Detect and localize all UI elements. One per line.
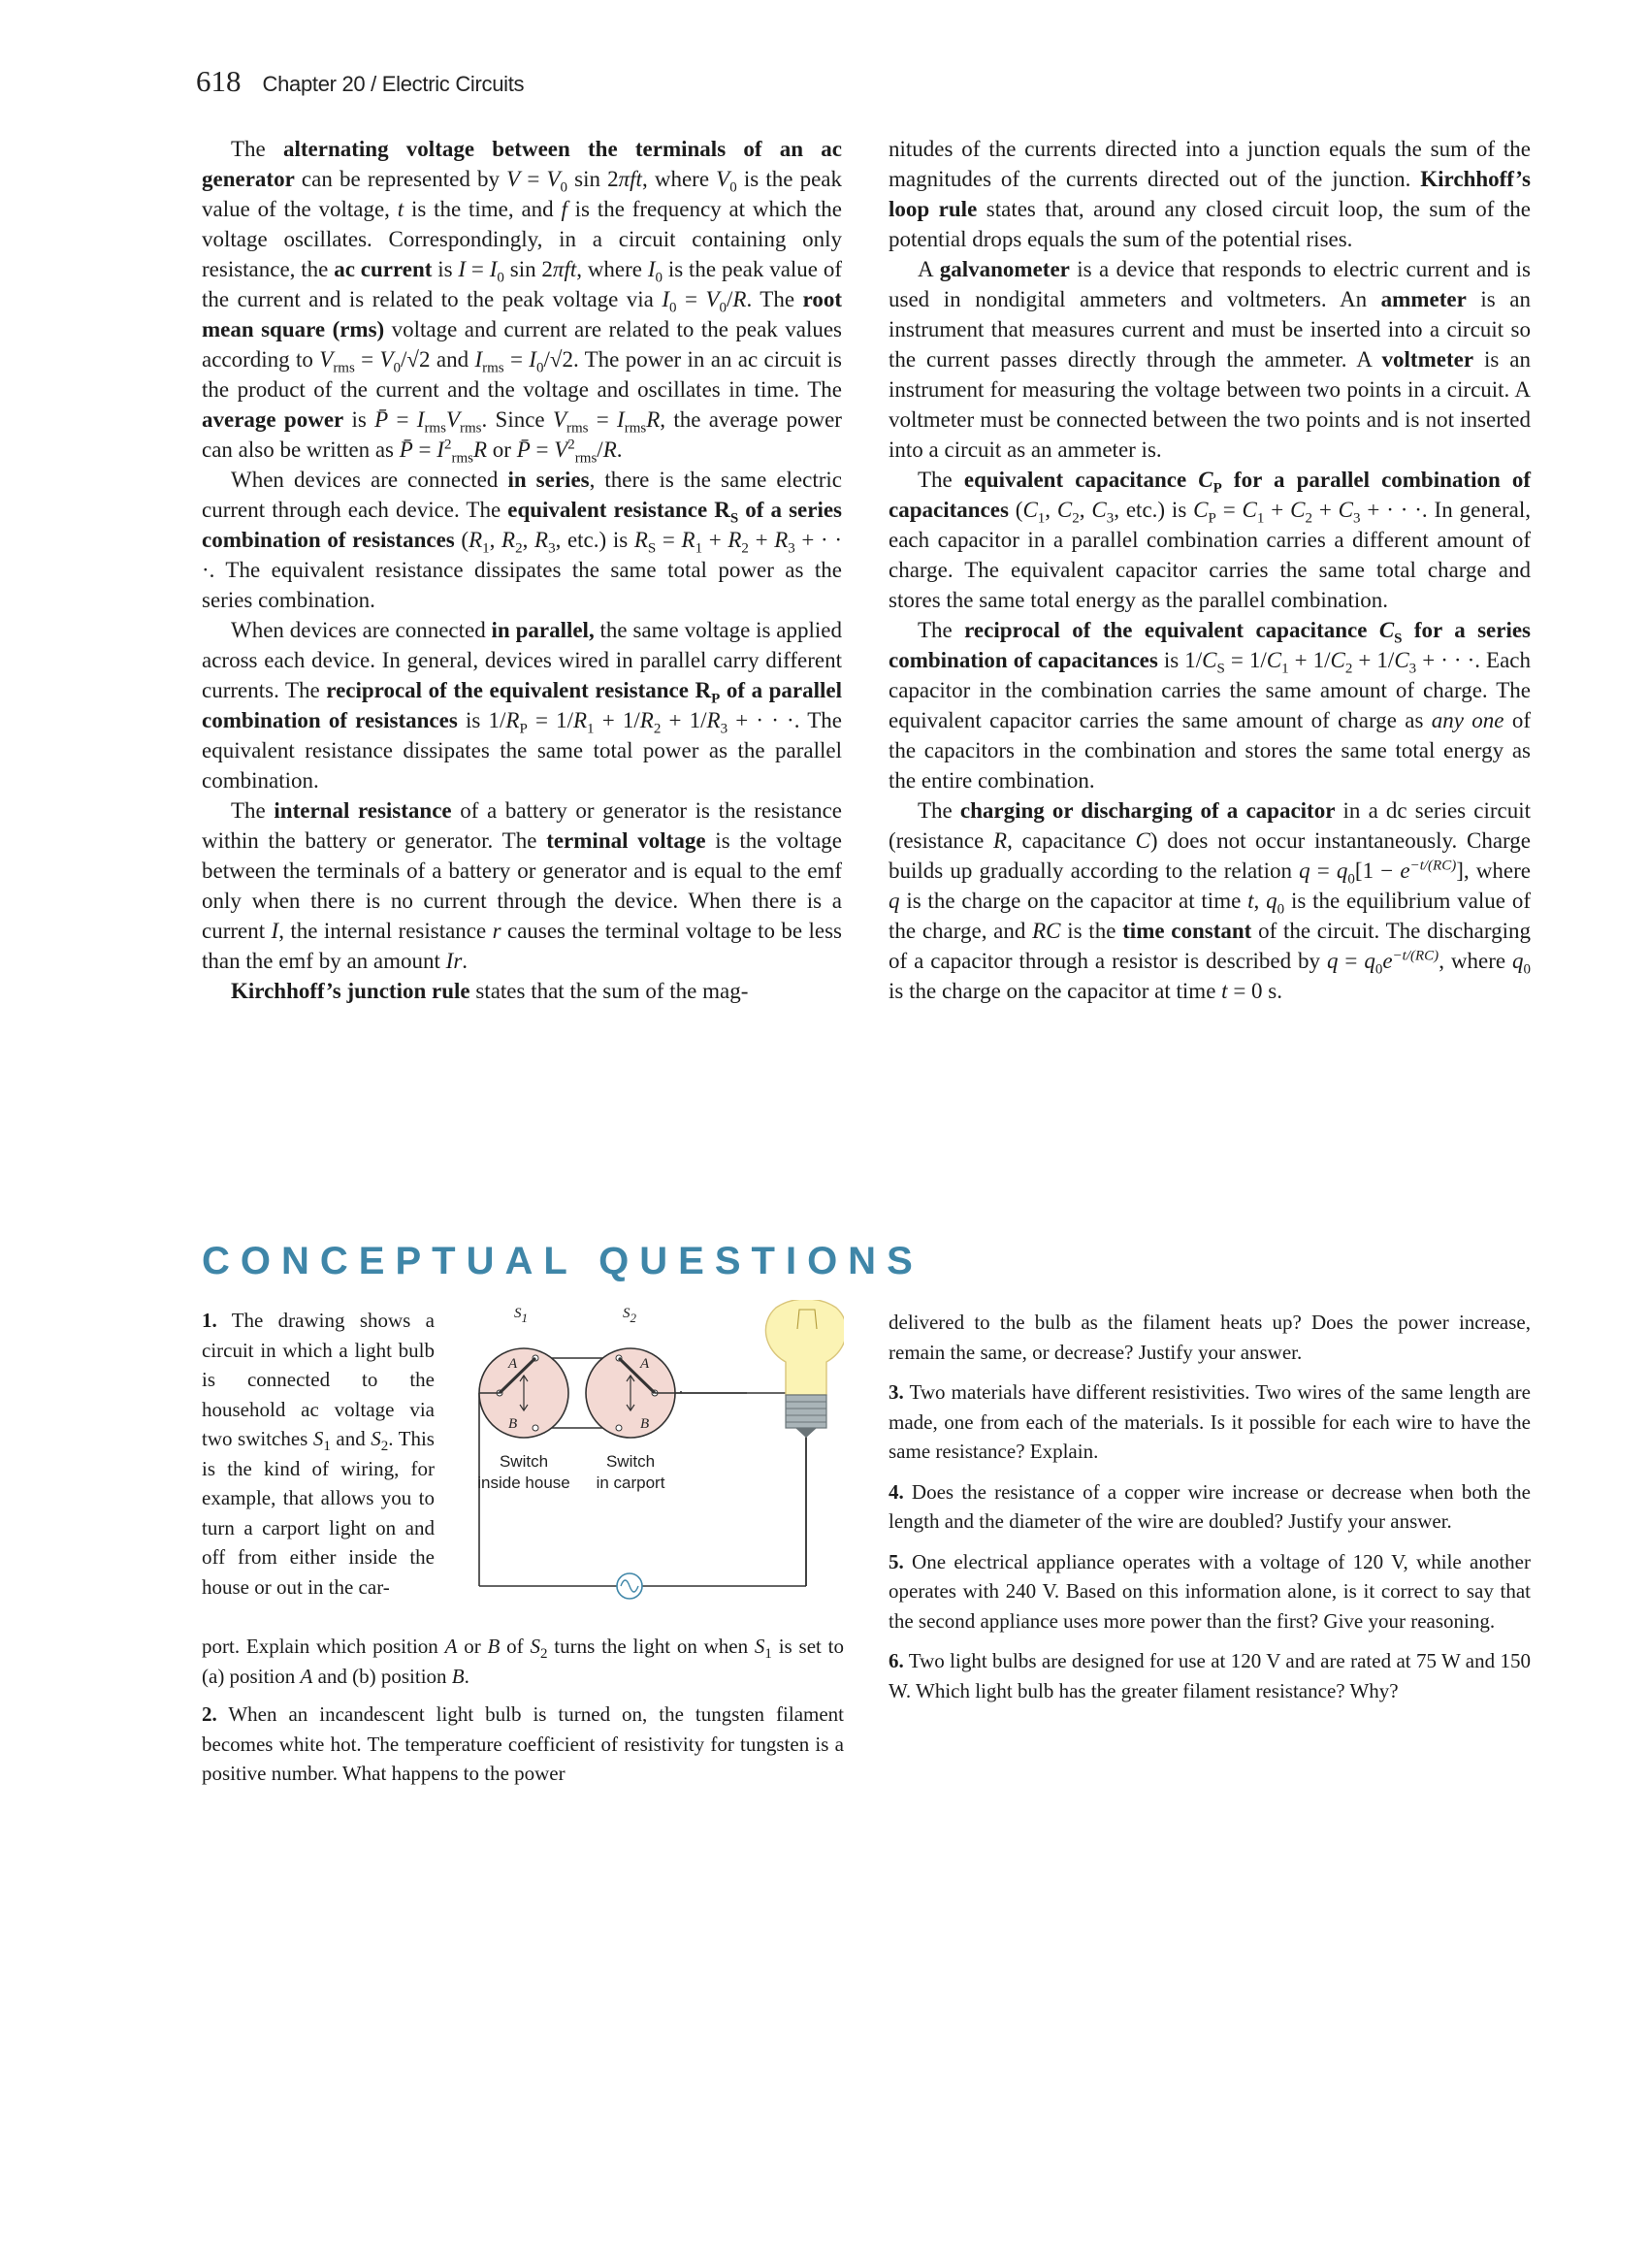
question-4: 4. Does the resistance of a copper wire increase or decrease when both the length and the diameter of the wire are doubled? Justify your answer.: [889, 1479, 1531, 1533]
summary-paragraph: When devices are connected in parallel, the same voltage is applied across each device. In general, devices wired in parallel carry different currents. The reciprocal of the equivalent resistance $R_P$ of a parallel combination of resistances is $1/R_P = 1/R_1 + 1/R_2 + 1/R_3$ + · · ·. The equivalent resistance dissipates the same total power as the parallel combination.: [202, 618, 843, 793]
question-3: 3. Two materials have different resistivities. Two wires of the same length are made, one from each of the materials. Is it possible for each wire to have the same resistance? Explain.: [889, 1380, 1531, 1463]
summary-paragraph: Kirchhoff’s junction rule states that the sum of the mag-: [231, 979, 749, 1003]
summary-right-column: [889, 134, 1531, 1006]
switch-s2: [586, 1348, 681, 1438]
question-1: 1. The drawing shows a circuit in which a light bulb is connected to the household ac voltage via two switches $S_1$ and $S_2$. This is the kind of wiring, for example, that allows you to turn a carport light on and off from either inside the house or out in the car-: [202, 1309, 435, 1599]
chapter-title: Chapter 20 / Electric Circuits: [262, 72, 525, 96]
switch-s1: [479, 1348, 568, 1438]
summary-paragraph: The internal resistance of a battery or generator is the resistance within the battery or generator. The terminal voltage is the voltage between the terminals of a battery or generator and is equal to the emf only when there is no current through the device. When there is a current I, the internal resistance r causes the terminal voltage to be less than the emf by an amount Ir.: [202, 798, 842, 973]
questions-right-column: [889, 1308, 1531, 1716]
page-number: 618: [196, 64, 242, 98]
summary-left-column: [202, 134, 842, 1006]
question-6: 6. Two light bulbs are designed for use at 120 V and are rated at 75 W and 150 W. Which light bulb has the greater filament resistance? Why?: [889, 1649, 1531, 1702]
page-header: [196, 64, 524, 99]
light-bulb-icon: [765, 1300, 844, 1438]
section-heading: CONCEPTUAL QUESTIONS: [202, 1240, 923, 1282]
summary-paragraph: A galvanometer is a device that responds to electric current and is used in nondigital ammeters and voltmeters. An ammeter is an instrument that measures current and must be inserted into a circuit so the current passes directly through the ammeter. A voltmeter is an instrument for measuring the voltage between two points in a circuit. A voltmeter must be connected between the two points and is not inserted into a circuit as an ammeter is.: [889, 257, 1531, 462]
question-1-continued: port. Explain which position A or B of $S_2$ turns the light on when $S_1$ is set to (a) position A and (b) position B.: [202, 1635, 844, 1688]
s2-label: S2: [623, 1306, 636, 1325]
summary-paragraph: nitudes of the currents directed into a junction equals the sum of the magnitudes of the currents directed out of the junction. Kirchhoff’s loop rule states that, around any closed circuit loop, the sum of the potential drops equals the sum of the potential rises.: [889, 137, 1531, 251]
question-5: 5. One electrical appliance operates with a voltage of 120 V, while another operates with 240 V. Based on this information alone, is it correct to say that the second appliance uses more power than the first? Give your reasoning.: [889, 1549, 1531, 1633]
switch-inside-label: Switch inside house: [477, 1452, 570, 1492]
circuit-diagram: [456, 1300, 844, 1620]
ac-source-icon: [617, 1573, 642, 1599]
s2-position-b-label: B: [640, 1416, 650, 1432]
question-2: 2. When an incandescent light bulb is turned on, the tungsten filament becomes white hot. The temperature coefficient of resistivity for tungsten is a positive number. What happens to the power: [202, 1702, 844, 1785]
s1-position-b-label: B: [508, 1416, 518, 1432]
summary-paragraph: The reciprocal of the equivalent capacitance $C_S$ for a series combination of capacitances is $1/C_S = 1/C_1 + 1/C_2 + 1/C_3$ + · · ·. Each capacitor in the combination carries the same amount of charge. The equivalent capacitor carries the same amount of charge as any one of the capacitors in the combination and stores the same total energy as the entire combination.: [889, 618, 1531, 793]
question-2-continued: delivered to the bulb as the filament heats up? Does the power increase, remain the same, or decrease? Justify your answer.: [889, 1311, 1531, 1364]
s1-label: S1: [514, 1306, 528, 1325]
summary-paragraph: The equivalent capacitance $C_P$ for a parallel combination of capacitances ($C_1$, $C_2$, $C_3$, etc.) is $C_P = C_1 + C_2 + C_3$ + · · ·. In general, each capacitor in a parallel combination carries a different amount of charge. The equivalent capacitor carries the same total charge and stores the same total energy as the parallel combination.: [889, 468, 1532, 612]
switch-carport-label: Switch in carport: [596, 1452, 665, 1492]
summary-paragraph: The alternating voltage between the terminals of an ac generator can be represented by $V = V_0$ sin 2πft, where $V_0$ is the peak value of the voltage, t is the time, and f is the frequency at which the voltage oscillates. Correspondingly, in a circuit containing only resistance, the ac current is $I = I_0$ sin 2πft, where $I_0$ is the peak value of the current and is related to the peak voltage via $I_0 = V_0/R$. The root mean square (rms) voltage and current are related to the peak values according to $V_{rms} = V_0/√2$ and $I_{rms} = I_0/√2$. The power in an ac circuit is the product of the current and the voltage and oscillates in time. The average power is P̄ = $I_{rms}V_{rms}$. Since $V_{rms} = I_{rms}R$, the average power can also be written as P̄ = $I^2_{rms}R$ or P̄ = $V^2_{rms}/R$.: [202, 137, 843, 467]
s2-position-a-label: A: [640, 1356, 650, 1372]
summary-paragraph: When devices are connected in series, there is the same electric current through each device. The equivalent resistance $R_S$ of a series combination of resistances ($R_1$, $R_2$, $R_3$, etc.) is $R_S = R_1 + R_2 + R_3$ + · · ·. The equivalent resistance dissipates the same total power as the series combination.: [202, 468, 843, 612]
summary-paragraph: The charging or discharging of a capacitor in a dc series circuit (resistance R, capacitance C) does not occur instantaneously. Charge builds up gradually according to the relation $q = q_0[1 - e^{-t/(RC)}]$, where q is the charge on the capacitor at time t, $q_0$ is the equilibrium value of the charge, and RC is the time constant of the circuit. The discharging of a capacitor through a resistor is described by $q = q_0e^{-t/(RC)}$, where $q_0$ is the charge on the capacitor at time t = 0 s.: [889, 798, 1532, 1003]
s1-position-a-label: A: [508, 1356, 518, 1372]
